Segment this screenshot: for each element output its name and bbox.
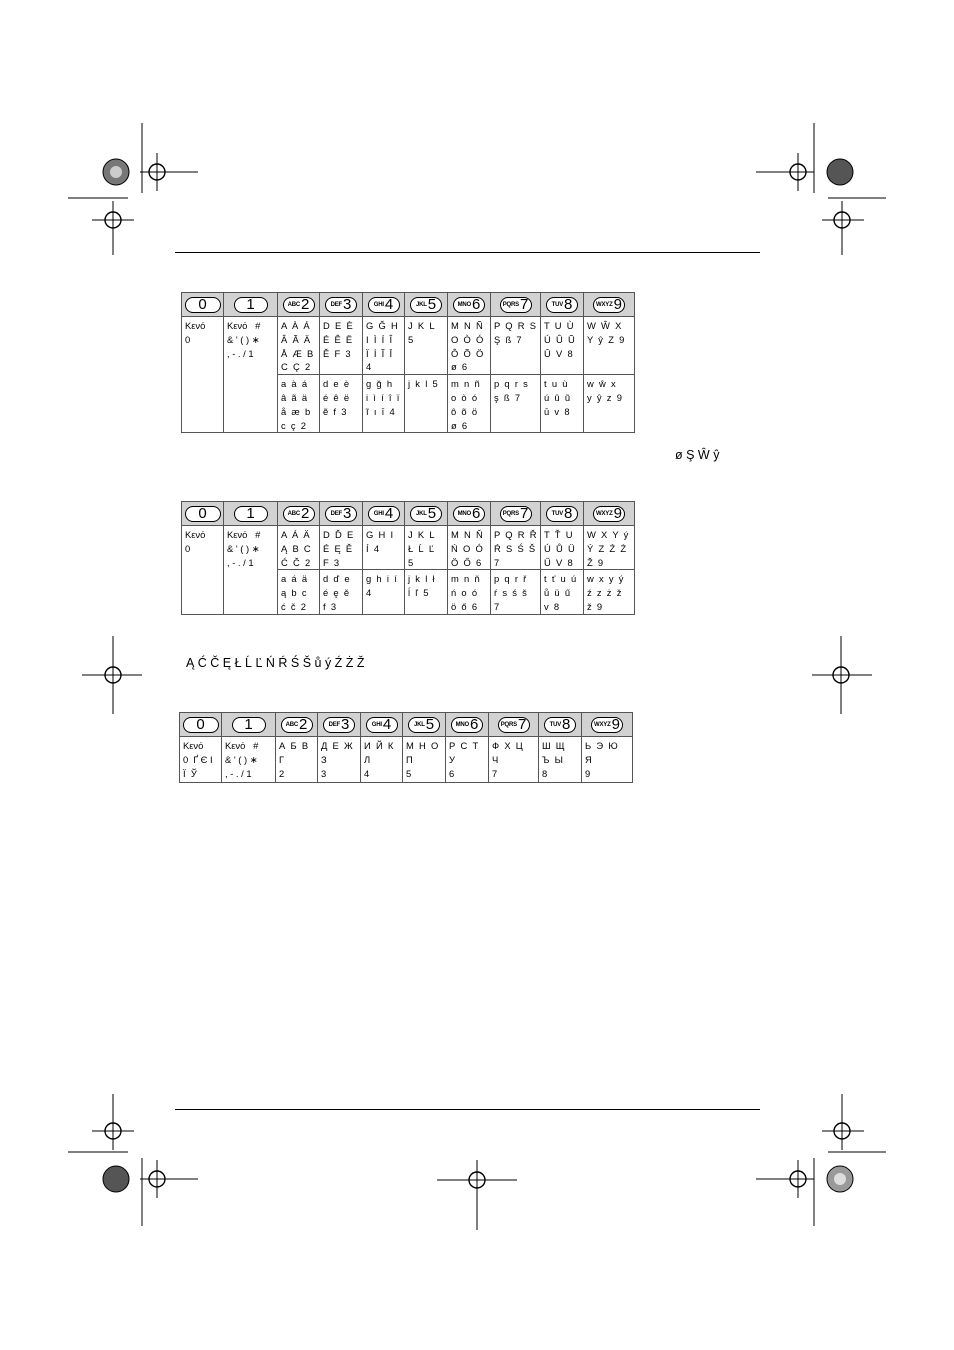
- cell-key-0: Κενό 0: [182, 317, 224, 433]
- key-4-icon: GHI 4: [368, 506, 400, 522]
- uppercase-row: [182, 317, 635, 375]
- cell-upper-5: J K L 5: [405, 317, 448, 375]
- cell-lower-4: g h i í 4: [363, 570, 405, 615]
- key-1-icon: 1: [234, 506, 268, 522]
- key-4-icon: GHI 4: [366, 717, 398, 733]
- cell-lower-2: a á ä ą b c ć č 2: [278, 570, 320, 615]
- cell-upper-3: D Ď E É Ę Ě F 3: [320, 526, 363, 570]
- cell-key-2: А Б В Г 2: [276, 737, 318, 783]
- cell-upper-2: A À Á Â Ã Ä Å Æ B C Ç 2: [278, 317, 320, 375]
- cell-key-8: Ш Щ Ъ Ы 8: [539, 737, 582, 783]
- key-2-icon: ABC 2: [281, 717, 313, 733]
- key-row: [182, 293, 635, 317]
- uppercase-row: [182, 526, 635, 570]
- key-8-icon: TUV 8: [544, 717, 576, 733]
- cell-upper-4: G H I Í 4: [363, 526, 405, 570]
- cell-lower-7: p q r ř ŕ s ś š 7: [491, 570, 541, 615]
- registration-mark-mid-right: [812, 636, 872, 714]
- registration-mark-bottom-center: [437, 1150, 517, 1230]
- cell-key-1: Κενό # & ' ( ) ∗ , - . / 1: [222, 737, 276, 783]
- key-0-icon: 0: [185, 506, 221, 522]
- cell-upper-8: T Ť U Ú Ů Ü Ű V 8: [541, 526, 584, 570]
- cell-lower-3: d e è é ê ë ẽ f 3: [320, 375, 363, 433]
- key-8-icon: TUV 8: [546, 506, 578, 522]
- character-table-2: [181, 501, 635, 615]
- key-6-icon: MNO 6: [453, 506, 485, 522]
- cell-lower-6: m n ñ o ò ó ô õ ö ø 6: [448, 375, 491, 433]
- special-chars-note-1: ø Ş Ŵ ŷ: [675, 448, 720, 462]
- cell-lower-7: p q r s ş ß 7: [491, 375, 541, 433]
- cell-upper-9: W Ŵ X Y ŷ Z 9: [584, 317, 635, 375]
- key-6-icon: MNO 6: [453, 297, 485, 313]
- cell-upper-8: T U Ù Ú Û Ũ Ū V 8: [541, 317, 584, 375]
- cell-key-5: М Н О П 5: [403, 737, 446, 783]
- cell-upper-3: D E È É Ê Ë Ě F 3: [320, 317, 363, 375]
- key-3-icon: DEF 3: [323, 717, 355, 733]
- cell-upper-6: M N Ň Ń O Ó Ö Ő 6: [448, 526, 491, 570]
- registration-mark-bottom-right: [730, 1094, 890, 1226]
- character-table-3: [179, 712, 633, 783]
- key-6-icon: MNO 6: [451, 717, 483, 733]
- key-5-icon: JKL 5: [408, 717, 440, 733]
- cell-lower-2: a à á â ã ä å æ b c ç 2: [278, 375, 320, 433]
- cell-lower-8: t ť u ú ů ü ű v 8: [541, 570, 584, 615]
- header-rule: [175, 252, 760, 253]
- cell-lower-5: j k l ł ĺ ľ 5: [405, 570, 448, 615]
- cell-lower-6: m n ň ń o ó ö ő 6: [448, 570, 491, 615]
- cell-key-3: Д Е Ж З 3: [318, 737, 361, 783]
- footer-rule: [175, 1109, 760, 1110]
- cell-lower-9: w ŵ x y ŷ z 9: [584, 375, 635, 433]
- cell-lower-4: g ğ h i ì í î ï ĩ ı ī 4: [363, 375, 405, 433]
- key-1-icon: 1: [234, 297, 268, 313]
- cell-lower-8: t u ù ú û ũ ū v 8: [541, 375, 584, 433]
- cell-key-4: И Й К Л 4: [361, 737, 403, 783]
- key-1-icon: 1: [232, 717, 266, 733]
- registration-mark-top-right: [730, 123, 890, 255]
- cell-key-7: Ф Х Ц Ч 7: [489, 737, 539, 783]
- key-7-icon: PQRS 7: [500, 506, 532, 522]
- cell-upper-2: A Á Ä Ą B C Ć Č 2: [278, 526, 320, 570]
- character-table-1: [181, 292, 635, 433]
- key-9-icon: WXYZ 9: [591, 717, 623, 733]
- cell-lower-3: d ď e é ę ě f 3: [320, 570, 363, 615]
- cell-key-1: Κενό # & ' ( ) ∗ , - . / 1: [224, 526, 278, 615]
- key-9-icon: WXYZ 9: [593, 506, 625, 522]
- cell-key-0: Κενό 0: [182, 526, 224, 615]
- cell-key-6: Р С Т У 6: [446, 737, 489, 783]
- key-0-icon: 0: [185, 297, 221, 313]
- key-7-icon: PQRS 7: [498, 717, 530, 733]
- key-9-icon: WXYZ 9: [593, 297, 625, 313]
- key-3-icon: DEF 3: [325, 297, 357, 313]
- special-chars-note-2: Ą Ć Č Ę Ł Ĺ Ľ Ń Ŕ Ś Š ů ý Ź Ż Ž: [186, 656, 365, 670]
- key-2-icon: ABC 2: [283, 506, 315, 522]
- key-0-icon: 0: [183, 717, 219, 733]
- key-8-icon: TUV 8: [546, 297, 578, 313]
- cell-key-0: Κενό 0 Ґ Є І Ї Ў: [180, 737, 222, 783]
- key-2-icon: ABC 2: [283, 297, 315, 313]
- cell-key-1: Κενό # & ' ( ) ∗ , - . / 1: [224, 317, 278, 433]
- cell-key-9: Ь Э Ю Я 9: [582, 737, 633, 783]
- key-3-icon: DEF 3: [325, 506, 357, 522]
- key-7-icon: PQRS 7: [500, 297, 532, 313]
- cell-upper-9: W X Y ý Ý Z Ź Ż Ž 9: [584, 526, 635, 570]
- registration-mark-top-left: [68, 123, 228, 255]
- cell-lower-5: j k l 5: [405, 375, 448, 433]
- key-5-icon: JKL 5: [410, 297, 442, 313]
- key-4-icon: GHI 4: [368, 297, 400, 313]
- cell-upper-5: J K L Ł Ĺ Ľ 5: [405, 526, 448, 570]
- key-row: [180, 713, 633, 737]
- cell-upper-7: P Q R Ř Ŕ S Ś Š 7: [491, 526, 541, 570]
- registration-mark-mid-left: [82, 636, 142, 714]
- key-row: [182, 502, 635, 526]
- cell-lower-9: w x y ý ź z ż ž ž 9: [584, 570, 635, 615]
- cell-upper-4: G Ğ H I Ì Í Î Ï İ Ĩ Ī 4: [363, 317, 405, 375]
- character-row: [180, 737, 633, 783]
- key-5-icon: JKL 5: [410, 506, 442, 522]
- cell-upper-7: P Q R S Ş ß 7: [491, 317, 541, 375]
- registration-mark-bottom-left: [68, 1094, 228, 1226]
- cell-upper-6: M N Ñ O Ò Ó Ô Õ Ö ø 6: [448, 317, 491, 375]
